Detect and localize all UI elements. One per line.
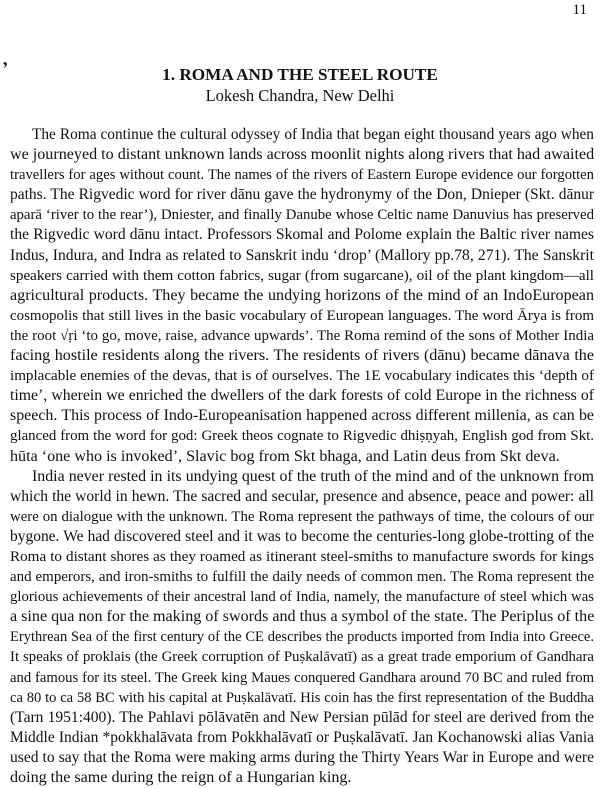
text-line: (Tarn 1951:400). The Pahlavi pōlāvatēn and New Persian pūlād for steel are derived from the [10, 708, 594, 726]
text-line: Middle Indian *pokkhalāvata from Pokkhalāvatī or Puṣkalāvatī. Jan Kochanowski alias Vania [10, 728, 594, 746]
text-line: time’, wherein we enriched the dwellers of the dark forests of cold Europe in the richness of [10, 387, 594, 405]
text-line: the root √ṛi ‘to go, move, raise, advance upwards’. The Roma remind of the sons of Mother India [10, 327, 594, 344]
text-line: travellers for ages without count. The names of the rivers of Eastern Europe evidence our forgotten [10, 167, 594, 184]
text-line: speech. This process of Indo-Europeanisation happened across different millenia, as can be [10, 407, 594, 425]
article-title: 1. ROMA AND THE STEEL ROUTE [162, 65, 438, 84]
text-line: paths. The Rigvedic word for river dānu gave the hydronymy of the Don, Dnieper (Skt. dānur [10, 186, 594, 204]
article-header [0, 64, 600, 106]
text-line: Indus, Indura, and Indra as related to Sanskrit indu ‘drop’ (Mallory pp.78, 271). The Sanskrit [10, 246, 594, 264]
text-line: speakers carried with them cotton fabrics, sugar (from sugarcane), oil of the plant kingdom—all [10, 267, 594, 284]
text-line: glorious achievements of their ancestral land of India, namely, the manufacture of steel which was [10, 589, 594, 606]
text-line: hūta ‘one who is invoked’, Slavic bog from Skt bhaga, and Latin deus from Skt deva. [10, 447, 560, 465]
text-line: agricultural products. They became the undying horizons of the mind of an IndoEuropean [10, 286, 594, 304]
text-line: It speaks of proklais (the Greek corruption of Puṣkalāvatī) as a great trade emporium of Gandhara [10, 649, 594, 666]
text-line: we journeyed to distant unknown lands across moonlit nights along rivers that had awaited [10, 146, 595, 164]
page-number: 11 [572, 2, 587, 18]
text-line: facing hostile residents along the rivers. The residents of rivers (dānu) became dānava the [10, 347, 594, 365]
text-line: bygone. We had discovered steel and it was to become the centuries-long globe-trotting of the [10, 527, 594, 545]
text-line: Erythrean Sea of the first century of the CE describes the products imported from India into Greece. [10, 629, 594, 646]
text-line: the Rigvedic word dānu intact. Professors Skomal and Polome explain the Baltic river names [10, 226, 594, 244]
text-line: The Roma continue the cultural odyssey of India that began eight thousand years ago when [32, 126, 594, 143]
text-line: which the world in hewn. The sacred and secular, presence and absence, peace and power: all [10, 487, 594, 505]
text-line: and famous for its steel. The Greek king Maues conquered Gandhara around 70 BC and ruled from [10, 669, 594, 686]
text-line: India never rested in its undying quest of the truth of the mind and of the unknown from [32, 467, 594, 485]
paragraph-1 [10, 125, 594, 467]
text-line: and emperors, and iron-smiths to fulfill the daily needs of common men. The Roma represent the [10, 569, 594, 586]
paragraph-2 [10, 467, 594, 788]
text-line: glanced from the word for god: Greek theos cognate to Rigvedic dhiṣṇyah, English god from Skt. [10, 428, 594, 445]
text-line: were on dialogue with the unknown. The Roma represent the pathways of time, the colours of our [10, 508, 594, 525]
text-line: doing the same during the reign of a Hungarian king. [10, 769, 352, 786]
text-line: Roma to distant shores as they roamed as itinerant steel-smiths to manufacture swords for kings [10, 547, 594, 565]
article-body [10, 125, 594, 788]
text-line: used to say that the Roma were making arms during the Thirty Years War in Europe and were [10, 748, 594, 766]
text-line: implacable enemies of the devas, that is of ourselves. The 1E vocabulary indicates this ‘depth of [10, 368, 594, 385]
text-line: ca 80 to ca 58 BC with his capital at Puṣkalāvatī. His coin has the first representation of the Buddha [10, 689, 594, 706]
text-line: aparā ‘river to the rear’), Dniester, and finally Danube whose Celtic name Danuvius has preserved [10, 207, 594, 224]
article-author: Lokesh Chandra, New Delhi [205, 86, 395, 105]
text-line: cosmopolis that still lives in the basic vocabulary of European languages. The word Ārya is from [10, 307, 594, 324]
margin-mark: ’ [0, 57, 11, 79]
text-line: a sine qua non for the making of swords and thus a symbol of the state. The Periplus of the [10, 608, 595, 626]
